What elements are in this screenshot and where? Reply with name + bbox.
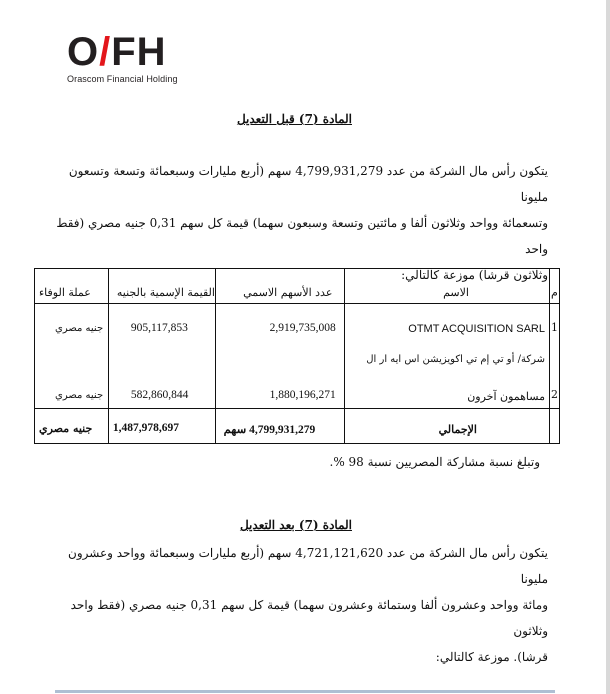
company-logo xyxy=(67,32,178,84)
logo-letter-o: O xyxy=(67,30,100,74)
header-name: الاسم xyxy=(443,286,469,299)
article-after-heading: المادة (7) بعد التعديل xyxy=(239,518,352,532)
total-label: الإجمالي xyxy=(438,423,477,436)
row2-currency: جنيه مصري xyxy=(55,390,104,401)
row1-name-arabic: شركة/ أو تي إم تي اكويزيشن اس ايه ار ال xyxy=(366,354,545,365)
row1-share-count: 2,919,735,008 xyxy=(269,322,336,334)
total-nominal-value: 1,487,978,697 xyxy=(112,422,179,434)
paragraph-line: وتسعمائة وواحد وثلاثون ألفا و مائتين وتسعة وسبعون سهما) قيمة كل سهم 0,31 جنيه مصري (فقط واحد xyxy=(56,216,548,256)
row2-nominal-value: 582,860,844 xyxy=(130,389,189,401)
table-header-row xyxy=(35,269,560,304)
row1-currency: جنيه مصري xyxy=(55,323,104,334)
egyptian-participation-note: وتبلغ نسبة مشاركة المصريين نسبة 98 %. xyxy=(329,455,540,469)
logo-letters-fh: FH xyxy=(111,30,167,74)
logo-mark xyxy=(67,32,178,72)
page-bottom-divider xyxy=(55,690,555,693)
row1-nominal-value: 905,117,853 xyxy=(130,322,188,334)
table-total-row xyxy=(35,409,560,444)
article-before-heading: المادة (7) قبل التعديل xyxy=(236,112,352,126)
page-edge xyxy=(606,0,610,694)
header-index: م xyxy=(550,286,558,299)
table-row xyxy=(35,304,560,409)
paragraph-line: ومائة وواحد وعشرون ألفا وستمائة وعشرون سهما) قيمة كل سهم 0,31 جنيه مصري (فقط واحد وثلاثون xyxy=(70,598,548,638)
row2-name: مساهمون آخرون xyxy=(467,390,545,403)
header-share-count: عدد الأسهم الاسمي xyxy=(243,286,333,299)
row1-name: OTMT ACQUISITION SARL xyxy=(408,323,545,335)
row2-share-count: 1,880,196,271 xyxy=(269,389,336,401)
shareholders-table xyxy=(34,268,560,444)
total-share-count: 4,799,931,279 سهم xyxy=(223,424,316,436)
logo-subtitle: Orascom Financial Holding xyxy=(67,74,178,84)
row1-index: 1 xyxy=(550,321,558,334)
header-currency: عملة الوفاء xyxy=(39,286,91,299)
paragraph-line: وثلاثون قرشا) موزعة كالتالي: xyxy=(401,268,548,282)
paragraph-line: يتكون رأس مال الشركة من عدد 4,799,931,279 سهم (أربع مليارات وسبعمائة وتسعة وتسعون مليونا xyxy=(68,164,548,204)
total-currency: جنيه مصري xyxy=(39,422,93,435)
article-after-paragraph xyxy=(40,540,548,670)
row2-index: 2 xyxy=(550,388,558,401)
paragraph-line: يتكون رأس مال الشركة من عدد 4,721,121,620 سهم (أربع مليارات وسبعمائة وواحد وعشرون مليونا xyxy=(68,546,548,586)
paragraph-line: قرشا). موزعة كالتالي: xyxy=(435,650,548,664)
logo-slash: / xyxy=(99,30,112,74)
header-nominal-value: القيمة الإسمية بالجنيه xyxy=(116,286,215,299)
